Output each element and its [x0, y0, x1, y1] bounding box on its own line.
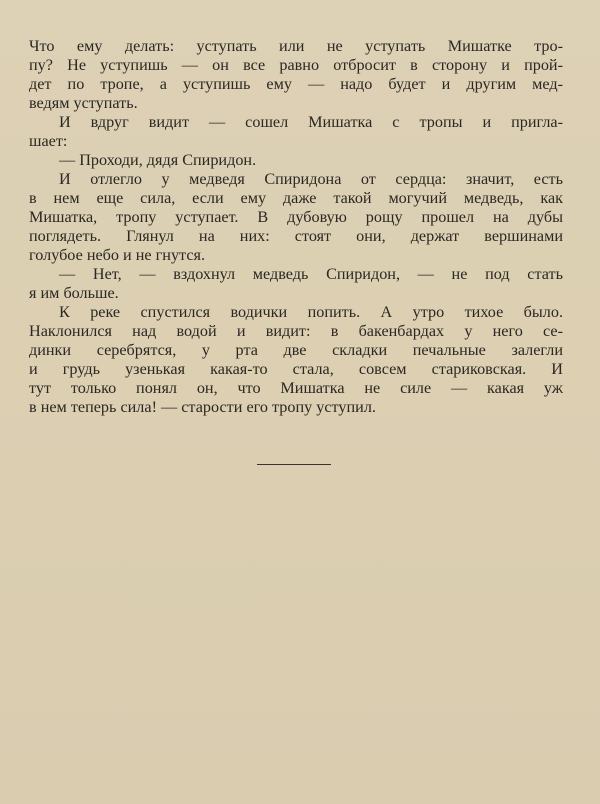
- text-line: шает:: [29, 132, 68, 150]
- text-line: поглядеть. Глянул на них: стоят они, держат вершинами: [29, 227, 563, 245]
- text-line: — Проходи, дядя Спиридон.: [59, 151, 257, 169]
- text-line: в нем еще сила, если ему даже такой могучий медведь, как: [29, 189, 563, 207]
- story-text: [29, 37, 563, 417]
- text-line: голубое небо и не гнутся.: [29, 246, 206, 264]
- paragraph-1: [29, 37, 563, 113]
- text-line: ведям уступать.: [29, 94, 138, 112]
- text-line: динки серебрятся, у рта две складки печальные залегли: [29, 341, 563, 359]
- text-line: дет по тропе, а уступишь ему — надо будет и другим мед-: [29, 75, 563, 93]
- paragraph-5: [29, 265, 563, 303]
- text-line: пу? Не уступишь — он все равно отбросит в сторону и прой-: [29, 56, 563, 74]
- text-line: я им больше.: [29, 284, 119, 302]
- text-line: Мишатка, тропу уступает. В дубовую рощу прошел на дубы: [29, 208, 563, 226]
- paragraph-6: [29, 303, 563, 417]
- text-line: И отлегло у медведя Спиридона от сердца: значит, есть: [59, 170, 563, 188]
- paragraph-3: [29, 151, 563, 170]
- text-line: Что ему делать: уступать или не уступать Мишатке тро-: [29, 37, 563, 55]
- text-line: И вдруг видит — сошел Мишатка с тропы и пригла-: [59, 113, 563, 131]
- text-line: в нем теперь сила! — старости его тропу уступил.: [29, 398, 376, 416]
- text-line: Наклонился над водой и видит: в бакенбардах у него се-: [29, 322, 563, 340]
- text-line: — Нет, — вздохнул медведь Спиридон, — не под стать: [59, 265, 563, 283]
- text-line: и грудь узенькая какая-то стала, совсем стариковская. И: [29, 360, 563, 378]
- paragraph-4: [29, 170, 563, 265]
- text-line: тут только понял он, что Мишатка не силе — какая уж: [29, 379, 563, 397]
- section-divider: [257, 464, 331, 465]
- text-line: К реке спустился водички попить. А утро тихое было.: [59, 303, 563, 321]
- paragraph-2: [29, 113, 563, 151]
